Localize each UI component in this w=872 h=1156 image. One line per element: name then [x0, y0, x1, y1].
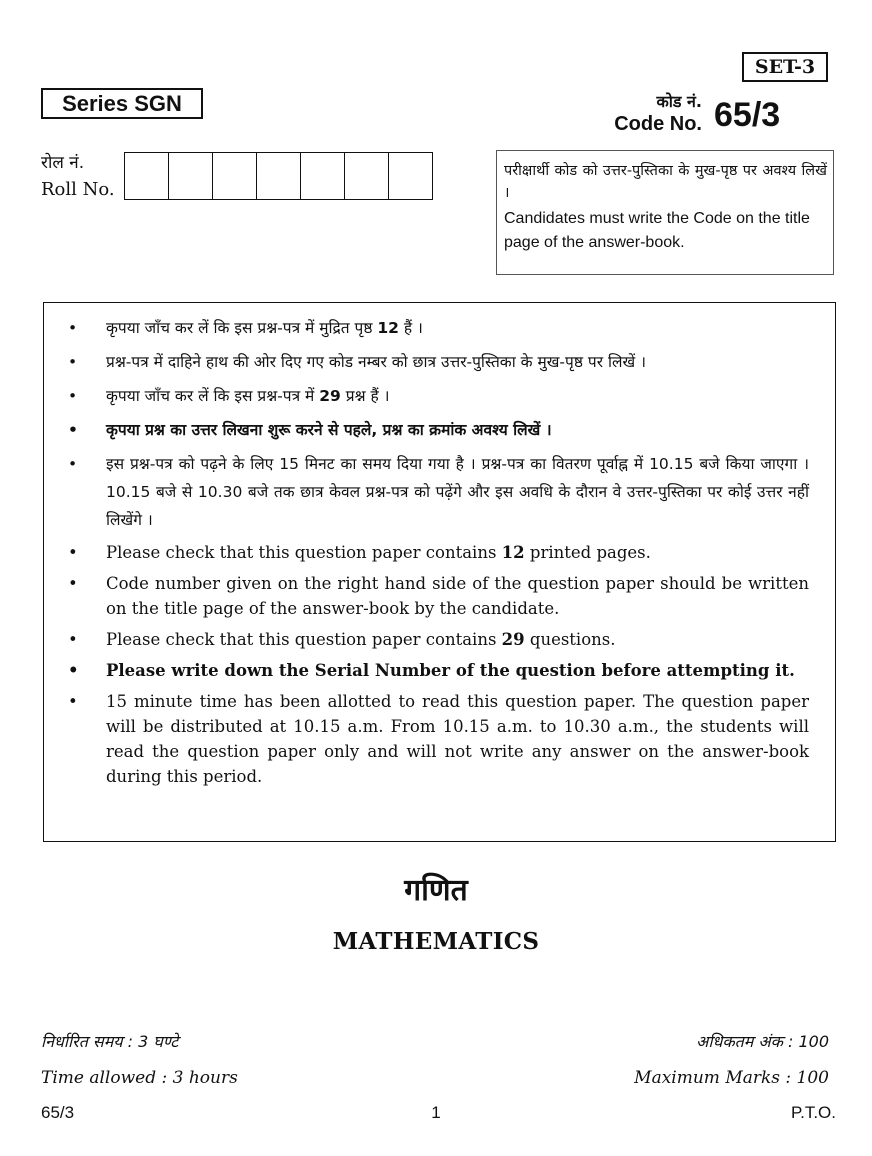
instruction-text: कृपया जाँच कर लें कि इस प्रश्न-पत्र में	[106, 387, 320, 405]
instruction-item	[66, 658, 809, 683]
time-allowed-hindi: निर्धारित समय : 3 घण्टे	[41, 1032, 179, 1051]
series-label: Series SGN	[41, 88, 203, 119]
instruction-text: प्रश्न हैं ।	[340, 387, 390, 405]
candidate-note-hindi: परीक्षार्थी कोड को उत्तर-पुस्तिका के मुख-पृष्ठ पर अवश्य लिखें ।	[504, 163, 827, 201]
instruction-text: प्रश्न-पत्र में दाहिने हाथ की ओर दिए गए कोड नम्बर को छात्र उत्तर-पुस्तिका के मुख-पृष्ठ पर लिखें ।	[106, 353, 646, 371]
roll-digit-box[interactable]	[389, 153, 433, 199]
instruction-text: हैं ।	[398, 319, 423, 337]
please-turn-over: P.T.O.	[790, 1103, 836, 1122]
instruction-number: 29	[319, 387, 341, 405]
instruction-item	[66, 416, 809, 444]
roll-label-hindi: रोल नं.	[41, 153, 85, 173]
instruction-item	[66, 450, 809, 534]
instruction-number: 12	[377, 319, 399, 337]
bullet-icon: •	[68, 692, 78, 711]
instruction-text: इस प्रश्न-पत्र को पढ़ने के लिए 15 मिनट का समय दिया गया है । प्रश्न-पत्र का वितरण पूर्वाह्न में 10.15 बजे किया जाएगा । 10.15 बजे से 10.30 बजे तक छात्र केवल प्रश्न-पत्र को पढ़ेंगे और इस अवधि के दौरान वे उत्तर-पुस्तिका पर कोई उत्तर नहीं लिखेंगे ।	[106, 455, 809, 529]
roll-digit-box[interactable]	[345, 153, 389, 199]
bullet-icon: •	[68, 319, 78, 337]
bullet-icon: •	[68, 387, 78, 405]
maximum-marks-hindi: अधिकतम अंक : 100	[696, 1032, 829, 1051]
instruction-text: कृपया प्रश्न का उत्तर लिखना शुरू करने से पहले, प्रश्न का क्रमांक अवश्य लिखें ।	[106, 421, 552, 439]
footer-code: 65/3	[41, 1103, 75, 1122]
instruction-item	[66, 348, 809, 376]
bullet-icon: •	[68, 421, 78, 439]
instruction-text: कृपया जाँच कर लें कि इस प्रश्न-पत्र में मुद्रित पृष्ठ	[106, 319, 378, 337]
instruction-text: printed pages.	[524, 543, 651, 562]
instruction-text: questions.	[524, 630, 616, 649]
instruction-text: Code number given on the right hand side of the question paper should be written on the title page of the answer-book by the candidate.	[106, 574, 809, 618]
roll-number-boxes[interactable]	[124, 152, 433, 200]
instruction-item	[66, 689, 809, 789]
time-allowed: Time allowed : 3 hours	[41, 1068, 238, 1088]
instruction-number: 12	[501, 543, 525, 562]
instruction-text: Please check that this question paper contains	[106, 543, 502, 562]
instructions-box	[43, 302, 836, 842]
code-value: 65/3	[714, 96, 781, 134]
instruction-text: Please check that this question paper contains	[106, 630, 502, 649]
page-number: 1	[431, 1103, 441, 1122]
subject-title-hindi: गणित	[404, 873, 468, 908]
instruction-item	[66, 314, 809, 342]
roll-digit-box[interactable]	[257, 153, 301, 199]
bullet-icon: •	[68, 353, 78, 371]
subject-title: MATHEMATICS	[332, 928, 540, 955]
instruction-text: 15 minute time has been allotted to read this question paper. The question paper will be distributed at 10.15 a.m. From 10.15 a.m. to 10.30 a.m., the students will read the question paper only and will not write any answer on the answer-book during this period.	[106, 692, 809, 786]
maximum-marks: Maximum Marks : 100	[634, 1068, 829, 1088]
bullet-icon: •	[68, 455, 78, 473]
instruction-item	[66, 627, 809, 652]
instruction-text: Please write down the Serial Number of the question before attempting it.	[106, 661, 795, 680]
instruction-item	[66, 540, 809, 565]
candidate-note-english: Candidates must write the Code on the title page of the answer-book.	[504, 210, 810, 251]
roll-label: Roll No.	[41, 179, 115, 200]
roll-digit-box[interactable]	[169, 153, 213, 199]
bullet-icon: •	[68, 630, 78, 649]
bullet-icon: •	[68, 661, 79, 680]
code-label-hindi: कोड नं.	[656, 92, 702, 111]
bullet-icon: •	[68, 574, 78, 593]
bullet-icon: •	[68, 543, 78, 562]
roll-digit-box[interactable]	[301, 153, 345, 199]
instruction-item	[66, 382, 809, 410]
roll-digit-box[interactable]	[125, 153, 169, 199]
instruction-item	[66, 571, 809, 621]
candidate-note-box	[496, 150, 834, 275]
set-label: SET-3	[742, 52, 828, 82]
roll-digit-box[interactable]	[213, 153, 257, 199]
instruction-number: 29	[501, 630, 525, 649]
code-label: Code No.	[614, 113, 702, 135]
